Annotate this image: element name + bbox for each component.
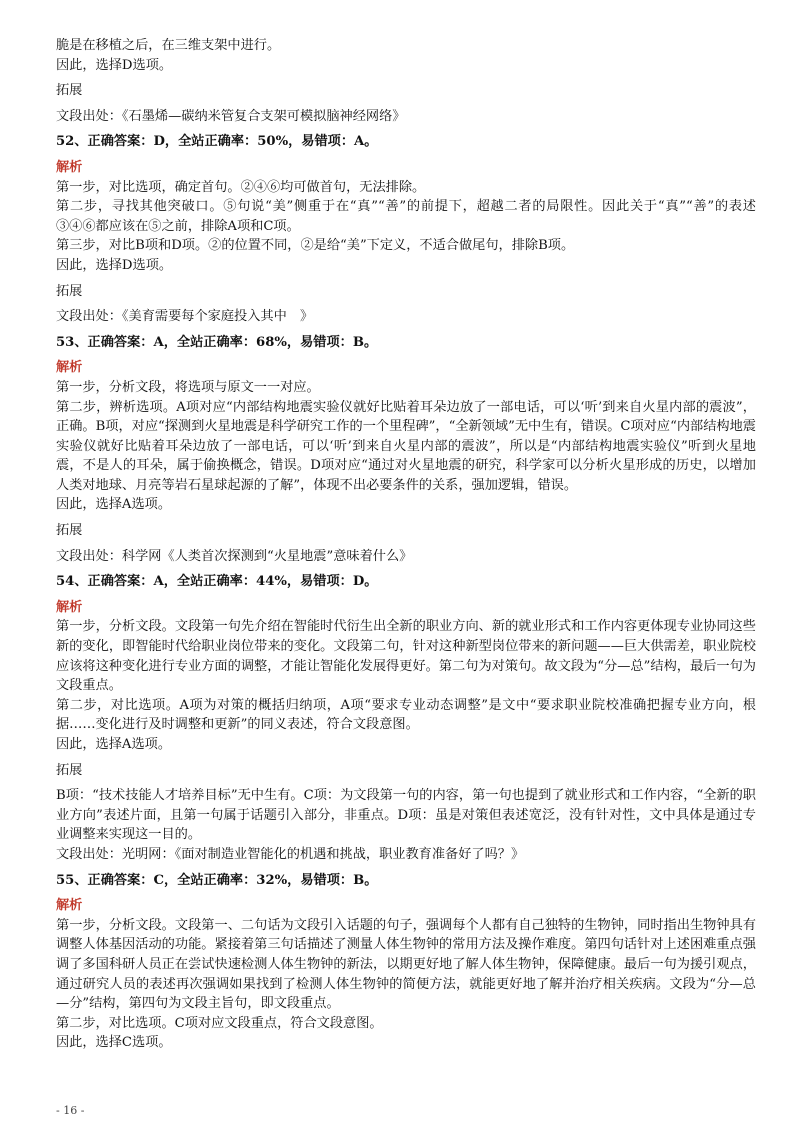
text-line: 第二步，辨析选项。A项对应“内部结构地震实验仪就好比贴着耳朵边放了一部电话，可以‘听’到来自火星内部的震波”，正确。B项，对应“探测到火星地震是科学研究工作的一个里程碑”，“全新领域”无中生有，错误。C项对应“内部结构地震实验仪就好比贴着耳朵边放了一部电话，可以‘听’到来自火星内部的震波”，所以是“内部结构地震实验仪”听到火星地震，不是人的耳朵，属于偷换概念，错误。D项对应“通过对火星地震的研究，科学家可以分析火星形成的历史，以增加人类对地球、月亮等岩石星球起源的了解”，体现不出必要条件的关系，强加逻辑，错误。 xyxy=(56,399,756,493)
analysis-heading: 解析 xyxy=(56,360,83,376)
conclusion-line: 因此，选择A选项。 xyxy=(56,497,172,513)
source-line: 文段出处：《美育需要每个家庭投入其中 》 xyxy=(56,309,314,325)
text-line: 第一步，分析文段。文段第一句先介绍在智能时代衍生出全新的职业方向、新的就业形式和工作内容更体现专业协同这些新的变化，即智能时代给职业岗位带来的变化。文段第二句，针对这种新型岗位带来的新问题——巨大供需差，职业院校应该将这种变化进行专业方面的调整，才能让智能化发展得更好。第二句为对策句。故文段为“分—总”结构，最后一句为文段重点。 xyxy=(56,619,756,694)
document-body xyxy=(56,36,756,1053)
conclusion-line: 因此，选择A选项。 xyxy=(56,737,172,752)
extension-heading: 拓展 xyxy=(56,523,83,539)
text-line: 第二步，寻找其他突破口。⑤句说“美”侧重于在“真”“善”的前提下，超越二者的局限性。因此关于“真”“善”的表述③④⑥都应该在⑤之前，排除A项和C项。 xyxy=(56,199,756,234)
conclusion-line: 因此，选择D选项。 xyxy=(56,257,173,273)
text-line: 第二步，对比选项。A项为对策的概括归纳项，A项“要求专业动态调整”是文中“要求职业院校准确把握专业方向，根据……变化进行及时调整和更新”的同义表述，符合文段意图。 xyxy=(56,697,756,733)
answer-heading-54: 54、正确答案：A，全站正确率：44%，易错项：D。 xyxy=(56,574,378,590)
text-line: 脆是在移植之后，在三维支架中进行。 xyxy=(56,38,281,53)
extension-heading: 拓展 xyxy=(56,283,83,299)
text-line: 第一步，分析文段，将选项与原文一一对应。 xyxy=(56,379,320,395)
answer-heading-55: 55、正确答案：C，全站正确率：32%，易错项：B。 xyxy=(56,872,378,888)
source-line: 文段出处：光明网：《面对制造业智能化的机遇和挑战，职业教育准备好了吗？》 xyxy=(56,846,525,862)
answer-heading-52: 52、正确答案：D，全站正确率：50%，易错项：A。 xyxy=(56,134,378,150)
text-line: 第二步，对比选项。C项对应文段重点，符合文段意图。 xyxy=(56,1015,383,1031)
text-line: 第一步，分析文段。文段第一、二句话为文段引入话题的句子，强调每个人都有自己独特的生物钟，同时指出生物钟具有调整人体基因活动的功能。紧接着第三句话描述了测量人体生物钟的常用方法及操作难度。第四句话针对上述困难重点强调了多国科研人员正在尝试快速检测人体生物钟的新法，以期更好地了解人体生物钟，保障健康。最后一句为援引观点，通过研究人员的表述再次强调如果找到了检测人体生物钟的简便方法，就能更好地了解并治疗相关疾病。文段为“分—总—分”结构，第四句为文段主旨句，即文段重点。 xyxy=(56,917,756,1012)
conclusion-line: 因此，选择C选项。 xyxy=(56,1035,172,1051)
text-line: 第一步，对比选项，确定首句。②④⑥均可做首句，无法排除。 xyxy=(56,179,426,195)
analysis-heading: 解析 xyxy=(56,898,83,914)
analysis-heading: 解析 xyxy=(56,159,83,175)
source-line: 文段出处：《石墨烯—碳纳米管复合支架可模拟脑神经网络》 xyxy=(56,108,406,124)
page-number: - 16 - xyxy=(56,1104,85,1117)
analysis-heading: 解析 xyxy=(56,599,83,615)
text-line: B项：“技术技能人才培养目标”无中生有。C项：为文段第一句的内容，第一句也提到了就业形式和工作内容，“全新的职业方向”表述片面，且第一句属于话题引入部分，非重点。D项：虽是对策但表述宽泛，没有针对性，文中具体是通过专业调整来实现这一目的。 xyxy=(56,788,756,843)
extension-heading: 拓展 xyxy=(56,83,83,99)
conclusion-line: 因此，选择D选项。 xyxy=(56,57,173,73)
extension-heading: 拓展 xyxy=(56,762,83,778)
answer-heading-53: 53、正确答案：A，全站正确率：68%，易错项：B。 xyxy=(56,334,378,350)
source-line: 文段出处：科学网《人类首次探测到“火星地震”意味着什么》 xyxy=(56,548,413,564)
text-line: 第三步，对比B项和D项。②的位置不同，②是给“美”下定义，不适合做尾句，排除B项。 xyxy=(56,238,575,254)
